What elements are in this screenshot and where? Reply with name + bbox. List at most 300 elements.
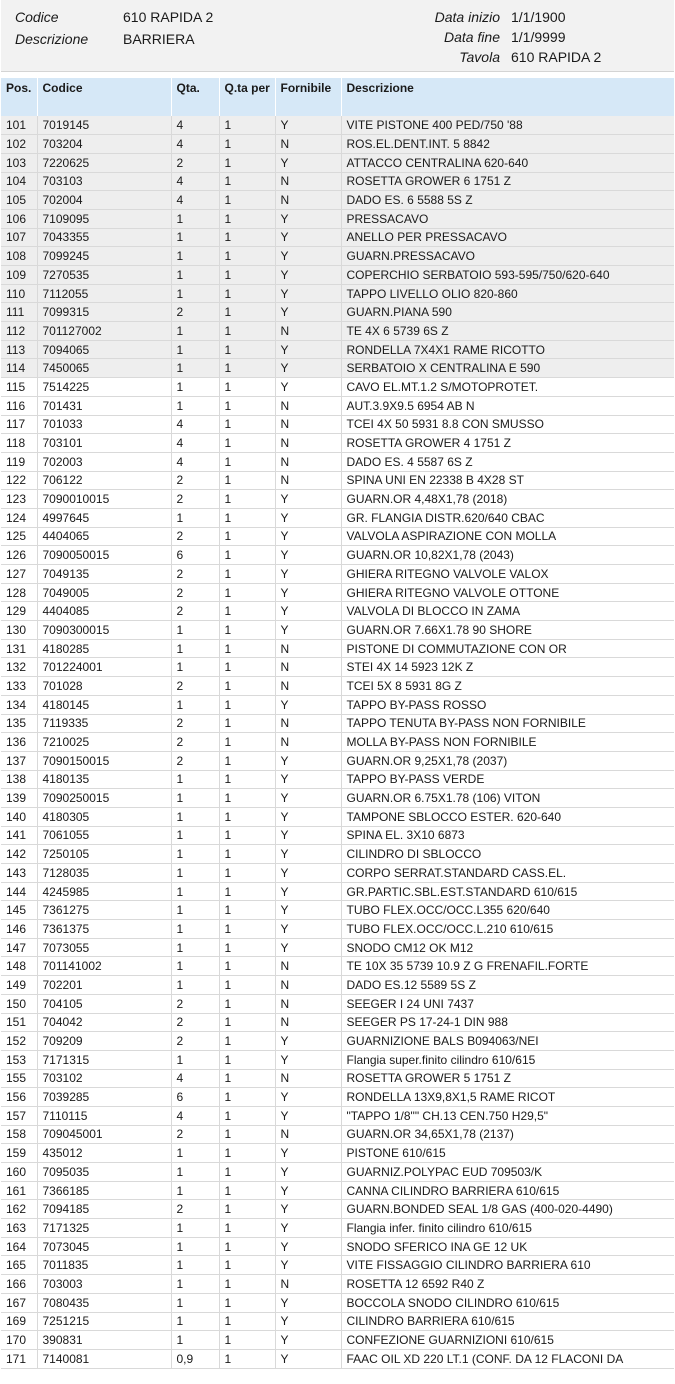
cell-code: 7171315	[37, 1050, 171, 1069]
cell-code: 7090150015	[37, 751, 171, 770]
cell-qty: 1	[171, 378, 219, 397]
cell-available: Y	[275, 1163, 341, 1182]
table-row	[1, 452, 674, 471]
col-header-description: Descrizione	[341, 78, 674, 116]
cell-available: Y	[275, 1144, 341, 1163]
code-row	[15, 7, 59, 27]
cell-code: 7251215	[37, 1312, 171, 1331]
cell-pos: 107	[1, 228, 37, 247]
cell-description: GUARN.PIANA 590	[341, 303, 674, 322]
cell-qty-per: 1	[219, 583, 275, 602]
cell-available: Y	[275, 284, 341, 303]
cell-available: Y	[275, 546, 341, 565]
cell-qty-per: 1	[219, 303, 275, 322]
cell-available: Y	[275, 340, 341, 359]
cell-available: N	[275, 994, 341, 1013]
cell-qty: 6	[171, 546, 219, 565]
table-row	[1, 807, 674, 826]
cell-code: 7450065	[37, 359, 171, 378]
cell-qty: 2	[171, 303, 219, 322]
cell-available: N	[275, 957, 341, 976]
cell-available: Y	[275, 602, 341, 621]
cell-description: GHIERA RITEGNO VALVOLE VALOX	[341, 565, 674, 584]
cell-pos: 135	[1, 714, 37, 733]
cell-code: 7250105	[37, 845, 171, 864]
table-row	[1, 1275, 674, 1294]
cell-pos: 165	[1, 1256, 37, 1275]
cell-qty-per: 1	[219, 359, 275, 378]
table-row	[1, 191, 674, 210]
cell-pos: 115	[1, 378, 37, 397]
cell-description: GUARN.OR 4,48X1,78 (2018)	[341, 490, 674, 509]
cell-description: TE 10X 35 5739 10.9 Z G FRENAFIL.FORTE	[341, 957, 674, 976]
cell-qty: 1	[171, 957, 219, 976]
table-row	[1, 172, 674, 191]
cell-qty-per: 1	[219, 602, 275, 621]
cell-pos: 126	[1, 546, 37, 565]
cell-qty-per: 1	[219, 901, 275, 920]
cell-pos: 155	[1, 1069, 37, 1088]
cell-qty: 1	[171, 1144, 219, 1163]
cell-qty-per: 1	[219, 1312, 275, 1331]
cell-description: GUARN.BONDED SEAL 1/8 GAS (400-020-4490)	[341, 1200, 674, 1219]
cell-available: Y	[275, 490, 341, 509]
cell-description: TUBO FLEX.OCC/OCC.L.210 610/615	[341, 920, 674, 939]
table-row	[1, 340, 674, 359]
cell-qty-per: 1	[219, 116, 275, 135]
cell-qty-per: 1	[219, 1256, 275, 1275]
table-row	[1, 546, 674, 565]
cell-qty: 2	[171, 1013, 219, 1032]
cell-code: 702003	[37, 452, 171, 471]
cell-code: 4180145	[37, 695, 171, 714]
cell-code: 704042	[37, 1013, 171, 1032]
cell-pos: 114	[1, 359, 37, 378]
cell-pos: 122	[1, 471, 37, 490]
cell-code: 7095035	[37, 1163, 171, 1182]
cell-pos: 171	[1, 1349, 37, 1368]
cell-available: N	[275, 1125, 341, 1144]
cell-description: TAMPONE SBLOCCO ESTER. 620-640	[341, 807, 674, 826]
cell-available: Y	[275, 228, 341, 247]
table-row	[1, 845, 674, 864]
cell-available: N	[275, 135, 341, 154]
cell-description: TUBO FLEX.OCC/OCC.L355 620/640	[341, 901, 674, 920]
table-row	[1, 490, 674, 509]
table-row	[1, 415, 674, 434]
cell-available: Y	[275, 1331, 341, 1350]
cell-qty-per: 1	[219, 340, 275, 359]
cell-pos: 136	[1, 733, 37, 752]
cell-qty: 4	[171, 452, 219, 471]
cell-code: 7099245	[37, 247, 171, 266]
cell-code: 4245985	[37, 882, 171, 901]
cell-available: Y	[275, 209, 341, 228]
cell-pos: 124	[1, 508, 37, 527]
cell-qty-per: 1	[219, 452, 275, 471]
cell-pos: 157	[1, 1106, 37, 1125]
table-row	[1, 1088, 674, 1107]
cell-qty-per: 1	[219, 733, 275, 752]
cell-pos: 132	[1, 658, 37, 677]
cell-qty: 1	[171, 845, 219, 864]
table-row	[1, 508, 674, 527]
cell-qty-per: 1	[219, 938, 275, 957]
table-label: Tavola	[459, 49, 500, 65]
cell-available: Y	[275, 1219, 341, 1238]
cell-description: GUARNIZIONE BALS B094063/NEI	[341, 1032, 674, 1051]
cell-available: Y	[275, 1181, 341, 1200]
cell-description: RONDELLA 7X4X1 RAME RICOTTO	[341, 340, 674, 359]
table-row	[1, 1181, 674, 1200]
cell-qty: 4	[171, 191, 219, 210]
cell-code: 7011835	[37, 1256, 171, 1275]
cell-code: 7361275	[37, 901, 171, 920]
table-row	[1, 714, 674, 733]
cell-description: CANNA CILINDRO BARRIERA 610/615	[341, 1181, 674, 1200]
cell-qty-per: 1	[219, 322, 275, 341]
cell-qty-per: 1	[219, 1331, 275, 1350]
cell-qty-per: 1	[219, 882, 275, 901]
cell-qty: 2	[171, 583, 219, 602]
cell-pos: 116	[1, 396, 37, 415]
cell-available: Y	[275, 359, 341, 378]
cell-code: 7119335	[37, 714, 171, 733]
cell-description: VALVOLA ASPIRAZIONE CON MOLLA	[341, 527, 674, 546]
cell-description: ROS.EL.DENT.INT. 5 8842	[341, 135, 674, 154]
cell-available: Y	[275, 920, 341, 939]
cell-qty-per: 1	[219, 920, 275, 939]
cell-qty: 1	[171, 209, 219, 228]
cell-code: 702004	[37, 191, 171, 210]
cell-code: 7019145	[37, 116, 171, 135]
table-row	[1, 864, 674, 883]
col-header-code: Codice	[37, 78, 171, 116]
cell-qty-per: 1	[219, 807, 275, 826]
table-row	[1, 1106, 674, 1125]
cell-pos: 149	[1, 976, 37, 995]
cell-qty-per: 1	[219, 1181, 275, 1200]
cell-qty: 4	[171, 434, 219, 453]
col-header-qty-per: Q.ta per	[219, 78, 275, 116]
cell-available: N	[275, 1069, 341, 1088]
cell-qty-per: 1	[219, 994, 275, 1013]
cell-qty: 1	[171, 658, 219, 677]
cell-pos: 153	[1, 1050, 37, 1069]
cell-available: Y	[275, 378, 341, 397]
end-date-value: 1/1/9999	[511, 29, 566, 45]
table-row	[1, 938, 674, 957]
cell-pos: 147	[1, 938, 37, 957]
cell-qty-per: 1	[219, 1163, 275, 1182]
cell-available: N	[275, 733, 341, 752]
cell-code: 7094185	[37, 1200, 171, 1219]
table-row	[1, 621, 674, 640]
cell-description: COPERCHIO SERBATOIO 593-595/750/620-640	[341, 266, 674, 285]
cell-description: TAPPO LIVELLO OLIO 820-860	[341, 284, 674, 303]
cell-pos: 151	[1, 1013, 37, 1032]
cell-code: 702201	[37, 976, 171, 995]
table-value-row	[511, 47, 601, 67]
cell-qty-per: 1	[219, 1144, 275, 1163]
cell-pos: 159	[1, 1144, 37, 1163]
cell-code: 7210025	[37, 733, 171, 752]
cell-pos: 169	[1, 1312, 37, 1331]
cell-qty-per: 1	[219, 209, 275, 228]
cell-description: RONDELLA 13X9,8X1,5 RAME RICOT	[341, 1088, 674, 1107]
cell-pos: 113	[1, 340, 37, 359]
cell-code: 7090300015	[37, 621, 171, 640]
cell-qty: 1	[171, 864, 219, 883]
cell-available: Y	[275, 864, 341, 883]
cell-code: 7049005	[37, 583, 171, 602]
cell-qty-per: 1	[219, 770, 275, 789]
cell-qty: 1	[171, 322, 219, 341]
cell-code: 709209	[37, 1032, 171, 1051]
table-row	[1, 602, 674, 621]
cell-qty: 1	[171, 938, 219, 957]
cell-qty: 4	[171, 172, 219, 191]
table-row	[1, 1293, 674, 1312]
cell-code: 703204	[37, 135, 171, 154]
cell-code: 390831	[37, 1331, 171, 1350]
cell-pos: 110	[1, 284, 37, 303]
table-row	[1, 976, 674, 995]
cell-pos: 140	[1, 807, 37, 826]
cell-qty: 1	[171, 284, 219, 303]
cell-code: 704105	[37, 994, 171, 1013]
cell-available: Y	[275, 266, 341, 285]
table-row	[1, 1237, 674, 1256]
cell-qty-per: 1	[219, 153, 275, 172]
cell-description: PISTONE 610/615	[341, 1144, 674, 1163]
cell-description: CONFEZIONE GUARNIZIONI 610/615	[341, 1331, 674, 1350]
cell-available: Y	[275, 789, 341, 808]
cell-qty-per: 1	[219, 1125, 275, 1144]
cell-description: "TAPPO 1/8"" CH.13 CEN.750 H29,5"	[341, 1106, 674, 1125]
cell-qty-per: 1	[219, 1200, 275, 1219]
cell-pos: 109	[1, 266, 37, 285]
table-row	[1, 677, 674, 696]
table-row	[1, 770, 674, 789]
cell-description: VALVOLA DI BLOCCO IN ZAMA	[341, 602, 674, 621]
cell-code: 7073045	[37, 1237, 171, 1256]
cell-code: 701431	[37, 396, 171, 415]
cell-qty: 2	[171, 714, 219, 733]
table-row	[1, 284, 674, 303]
cell-pos: 139	[1, 789, 37, 808]
cell-description: ROSETTA 12 6592 R40 Z	[341, 1275, 674, 1294]
cell-qty-per: 1	[219, 172, 275, 191]
cell-qty-per: 1	[219, 845, 275, 864]
cell-qty: 1	[171, 266, 219, 285]
cell-qty: 0,9	[171, 1349, 219, 1368]
cell-code: 4180305	[37, 807, 171, 826]
parts-table	[1, 78, 675, 1369]
cell-description: GUARN.OR 6.75X1.78 (106) VITON	[341, 789, 674, 808]
cell-description: ROSETTA GROWER 6 1751 Z	[341, 172, 674, 191]
cell-description: ANELLO PER PRESSACAVO	[341, 228, 674, 247]
cell-qty: 1	[171, 621, 219, 640]
cell-qty: 1	[171, 359, 219, 378]
cell-pos: 156	[1, 1088, 37, 1107]
cell-code: 7128035	[37, 864, 171, 883]
table-row	[1, 957, 674, 976]
cell-available: N	[275, 1013, 341, 1032]
cell-qty-per: 1	[219, 957, 275, 976]
cell-code: 701127002	[37, 322, 171, 341]
cell-qty: 4	[171, 135, 219, 154]
start-value-row	[511, 7, 566, 27]
cell-code: 7171325	[37, 1219, 171, 1238]
cell-available: N	[275, 396, 341, 415]
cell-available: N	[275, 191, 341, 210]
cell-description: ROSETTA GROWER 4 1751 Z	[341, 434, 674, 453]
cell-pos: 163	[1, 1219, 37, 1238]
cell-description: VITE FISSAGGIO CILINDRO BARRIERA 610	[341, 1256, 674, 1275]
cell-code: 7061055	[37, 826, 171, 845]
cell-pos: 129	[1, 602, 37, 621]
cell-code: 701028	[37, 677, 171, 696]
cell-qty: 6	[171, 1088, 219, 1107]
table-row	[1, 1144, 674, 1163]
cell-code: 703102	[37, 1069, 171, 1088]
cell-available: Y	[275, 508, 341, 527]
cell-pos: 106	[1, 209, 37, 228]
table-row	[1, 994, 674, 1013]
cell-qty: 2	[171, 751, 219, 770]
cell-available: N	[275, 639, 341, 658]
cell-qty: 2	[171, 565, 219, 584]
cell-qty: 2	[171, 602, 219, 621]
cell-qty: 1	[171, 1237, 219, 1256]
cell-qty-per: 1	[219, 1050, 275, 1069]
desc-value-row	[123, 29, 195, 49]
cell-code: 4180135	[37, 770, 171, 789]
cell-qty-per: 1	[219, 1293, 275, 1312]
cell-qty: 1	[171, 1256, 219, 1275]
cell-qty: 1	[171, 882, 219, 901]
cell-code: 701033	[37, 415, 171, 434]
table-row	[1, 565, 674, 584]
cell-pos: 166	[1, 1275, 37, 1294]
table-row	[1, 153, 674, 172]
cell-qty: 2	[171, 153, 219, 172]
cell-available: Y	[275, 1032, 341, 1051]
table-value: 610 RAPIDA 2	[511, 49, 602, 65]
cell-qty: 1	[171, 396, 219, 415]
cell-available: N	[275, 714, 341, 733]
cell-description: SEEGER I 24 UNI 7437	[341, 994, 674, 1013]
cell-qty-per: 1	[219, 527, 275, 546]
cell-code: 7080435	[37, 1293, 171, 1312]
cell-available: N	[275, 434, 341, 453]
table-row	[1, 527, 674, 546]
cell-qty-per: 1	[219, 864, 275, 883]
cell-qty: 1	[171, 1219, 219, 1238]
table-row	[1, 658, 674, 677]
cell-qty-per: 1	[219, 191, 275, 210]
table-row	[1, 247, 674, 266]
cell-pos: 161	[1, 1181, 37, 1200]
cell-code: 7043355	[37, 228, 171, 247]
cell-qty-per: 1	[219, 266, 275, 285]
cell-available: N	[275, 452, 341, 471]
table-row	[1, 1200, 674, 1219]
cell-description: SEEGER PS 17-24-1 DIN 988	[341, 1013, 674, 1032]
cell-code: 7109095	[37, 209, 171, 228]
cell-description: GR.PARTIC.SBL.EST.STANDARD 610/615	[341, 882, 674, 901]
cell-available: N	[275, 322, 341, 341]
cell-available: Y	[275, 882, 341, 901]
cell-qty: 1	[171, 1050, 219, 1069]
col-header-pos: Pos.	[1, 78, 37, 116]
cell-pos: 137	[1, 751, 37, 770]
cell-qty: 1	[171, 247, 219, 266]
cell-description: Flangia super.finito cilindro 610/615	[341, 1050, 674, 1069]
cell-pos: 158	[1, 1125, 37, 1144]
cell-available: N	[275, 415, 341, 434]
table-row	[1, 135, 674, 154]
cell-description: GUARN.PRESSACAVO	[341, 247, 674, 266]
cell-description: TCEI 5X 8 5931 8G Z	[341, 677, 674, 696]
cell-pos: 130	[1, 621, 37, 640]
cell-qty-per: 1	[219, 565, 275, 584]
cell-qty-per: 1	[219, 826, 275, 845]
cell-available: Y	[275, 1106, 341, 1125]
cell-qty-per: 1	[219, 621, 275, 640]
cell-description: PISTONE DI COMMUTAZIONE CON OR	[341, 639, 674, 658]
end-label-row	[444, 27, 500, 47]
table-row	[1, 695, 674, 714]
cell-qty-per: 1	[219, 471, 275, 490]
cell-description: VITE PISTONE 400 PED/750 '88	[341, 116, 674, 135]
cell-qty: 2	[171, 471, 219, 490]
cell-qty-per: 1	[219, 247, 275, 266]
cell-pos: 125	[1, 527, 37, 546]
cell-code: 435012	[37, 1144, 171, 1163]
cell-qty-per: 1	[219, 1349, 275, 1368]
cell-pos: 142	[1, 845, 37, 864]
table-body	[1, 116, 674, 1368]
cell-description: Flangia infer. finito cilindro 610/615	[341, 1219, 674, 1238]
cell-qty-per: 1	[219, 546, 275, 565]
cell-available: Y	[275, 1200, 341, 1219]
cell-pos: 108	[1, 247, 37, 266]
code-value-row	[123, 7, 213, 27]
cell-available: Y	[275, 1256, 341, 1275]
cell-code: 703003	[37, 1275, 171, 1294]
table-row	[1, 1013, 674, 1032]
cell-code: 7094065	[37, 340, 171, 359]
cell-pos: 148	[1, 957, 37, 976]
cell-description: ROSETTA GROWER 5 1751 Z	[341, 1069, 674, 1088]
cell-description: CILINDRO BARRIERA 610/615	[341, 1312, 674, 1331]
end-date-label: Data fine	[443, 29, 500, 45]
cell-available: N	[275, 172, 341, 191]
cell-pos: 118	[1, 434, 37, 453]
cell-qty-per: 1	[219, 1013, 275, 1032]
cell-available: Y	[275, 826, 341, 845]
cell-qty: 1	[171, 976, 219, 995]
cell-pos: 101	[1, 116, 37, 135]
cell-qty-per: 1	[219, 639, 275, 658]
cell-description: TAPPO TENUTA BY-PASS NON FORNIBILE	[341, 714, 674, 733]
table-label-row	[459, 47, 500, 67]
cell-code: 7090010015	[37, 490, 171, 509]
cell-available: Y	[275, 565, 341, 584]
cell-pos: 162	[1, 1200, 37, 1219]
